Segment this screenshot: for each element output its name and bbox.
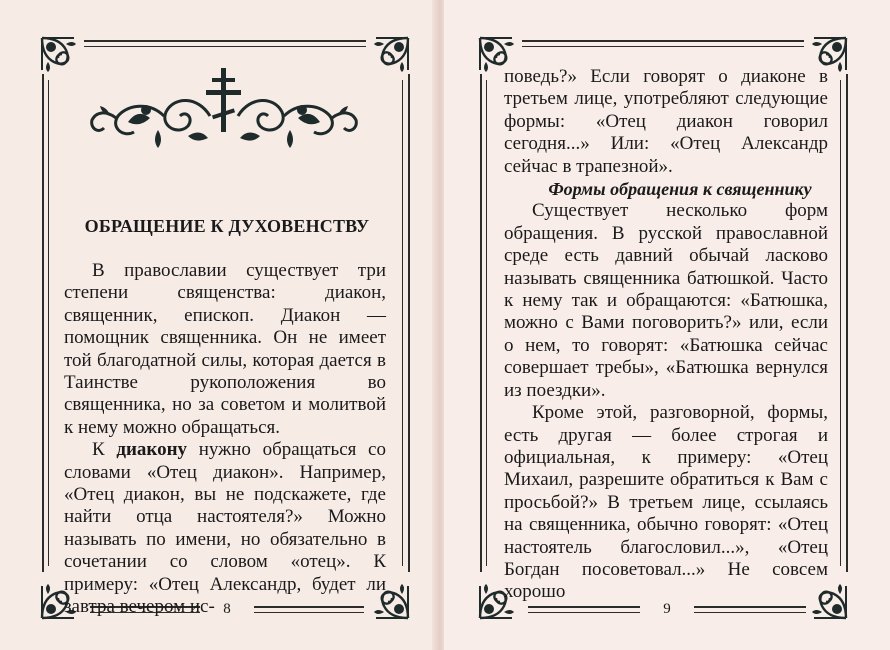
paragraph: Существует несколько форм обращения. В русской православной среде есть давний обычай ласково называть священника батюшкой. Часто к нему так и обращаются: «Батюшка, можно с Вами поговорить?» или, если о нем, то говорят: «Батюшка сейчас совершает требы», «Батюшка вернулся из поездки».	[504, 200, 828, 401]
frame-line	[840, 80, 841, 566]
section-subheading: Формы обращения к священнику	[548, 179, 812, 200]
frame-line	[486, 80, 487, 566]
corner-ornament-icon	[40, 36, 84, 80]
page-number: 9	[663, 601, 671, 617]
frame-line	[408, 74, 410, 572]
page-number: 8	[223, 601, 231, 617]
left-page-body	[64, 260, 386, 619]
frame-line	[846, 74, 848, 572]
paragraph: В православии существует три степени священства: диакон, священник, епископ. Диакон — помощник священника. Он не имеет той благодатной силы, которая дается в Таинстве рукоположения во священника, но за советом и молитвой к нему можно обращаться.	[64, 260, 386, 438]
paragraph-rest: нужно обращаться со словами «Отец диакон». Например, «Отец диакон, вы не подскажете, где найти отца настоятеля?» Можно называть по имени, но обязательно в сочетании со словом «отец». К примеру: «Отец Александр, будет ли завтра вечером ис-	[64, 439, 386, 618]
frame-line	[42, 74, 44, 572]
frame-line	[48, 80, 49, 566]
left-page	[0, 0, 438, 650]
frame-line	[480, 74, 482, 572]
frame-line	[694, 606, 806, 608]
right-page-body	[504, 66, 828, 604]
paragraph-start: К	[92, 439, 117, 461]
frame-line	[528, 612, 640, 613]
frame-line	[694, 612, 806, 613]
paragraph	[64, 439, 386, 618]
bold-term: диакону	[116, 439, 188, 461]
cross-ornament-icon	[88, 66, 360, 150]
frame-line	[522, 40, 804, 42]
frame-line	[528, 606, 640, 608]
frame-line	[402, 80, 403, 566]
frame-line	[84, 46, 366, 47]
chapter-heading: ОБРАЩЕНИЕ К ДУХОВЕНСТВУ	[84, 216, 370, 236]
frame-line	[522, 46, 804, 47]
right-page	[444, 0, 890, 650]
paragraph: поведь?» Если говорят о диаконе в третьем лице, употребляют следующие формы: «Отец диакон говорил сегодня...» Или: «Отец Александр сейчас в трапезной».	[504, 66, 828, 177]
corner-ornament-icon	[366, 36, 410, 80]
frame-line	[84, 40, 366, 42]
paragraph: Кроме этой, разговорной, формы, есть другая — более строгая и официальная, к примеру: «Отец Михаил, разрешите обратиться к Вам с просьбой?» В третьем лице, ссылаясь на священника, обычно говорят: «Отец настоятель благословил...», «Отец Богдан посоветовал...» Не совсем хорошо	[504, 402, 828, 603]
